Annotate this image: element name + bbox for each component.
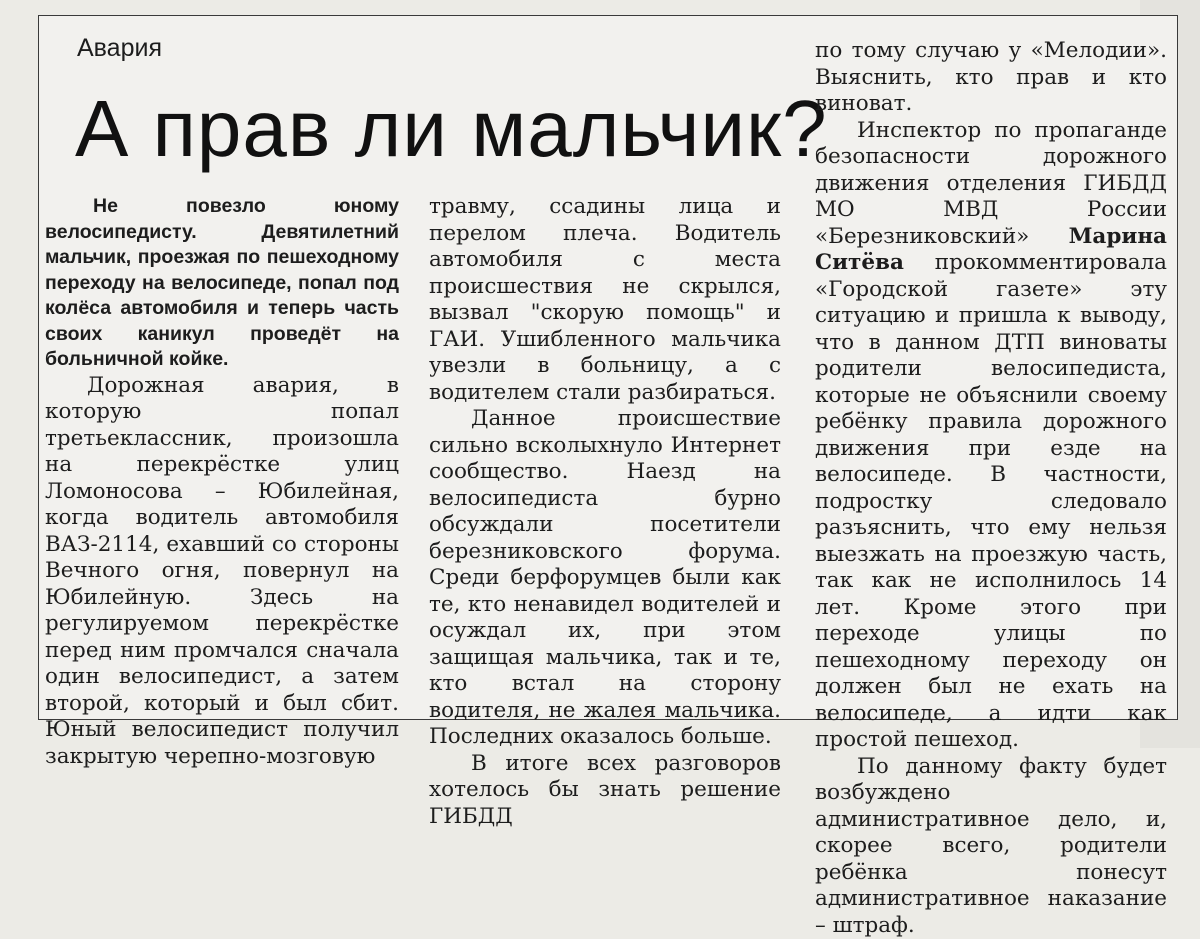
text-column-2	[429, 194, 781, 830]
article-headline: А прав ли мальчик?	[75, 84, 828, 174]
body-paragraph: Данное происшествие сильно всколыхнуло Интернет сообщество. Наезд на велосипедиста бурно обсуждали посетители березниковского форума. Среди берфорумцев были как те, кто ненавидел водителей и осуждал их, при этом защищая мальчика, так и те, кто встал на сторону водителя, не жалея мальчика. Последних оказалось больше.	[429, 406, 781, 751]
body-paragraph	[815, 118, 1167, 754]
quote-intro: Инспектор по пропаганде безопасности дорожного движения отделения ГИБДД МО МВД России «Березниковский»	[815, 118, 1167, 249]
body-paragraph: травму, ссадины лица и перелом плеча. Водитель автомобиля с места происшествия не скрылся, вызвал "скорую помощь" и ГАИ. Ушибленного мальчика увезли в больницу, а с водителем стали разбираться.	[429, 194, 781, 406]
text-column-3	[815, 38, 1167, 939]
body-paragraph: В итоге всех разговоров хотелось бы знать решение ГИБДД	[429, 751, 781, 831]
lead-paragraph: Не повезло юному велосипедисту. Девятилетний мальчик, проезжая по пешеходному переходу на велосипеде, попал под колёса автомобиля и теперь часть своих каникул проведёт на больничной койке.	[45, 194, 399, 373]
person-name: Марина Ситёва	[815, 224, 1167, 276]
article-frame	[38, 15, 1178, 720]
quote-body: прокомментировала «Городской газете» эту ситуацию и пришла к выводу, что в данном ДТП виноваты родители велосипедиста, которые не объяснили своему ребёнку правила дорожного движения при езде на велосипеде. В частности, подростку следовало разъяснить, что ему нельзя выезжать на проезжую часть, так как не исполнилось 14 лет. Кроме этого при переходе улицы по пешеходному переходу он должен был не ехать на велосипеде, а идти как простой пешеход.	[815, 250, 1167, 752]
body-paragraph: По данному факту будет возбуждено административное дело, и, скорее всего, родители ребёнка понесут административное наказание – штраф.	[815, 754, 1167, 939]
body-paragraph: Дорожная авария, в которую попал третьеклассник, произошла на перекрёстке улиц Ломоносова – Юбилейная, когда водитель автомобиля ВАЗ-2114, ехавший со стороны Вечного огня, повернул на Юбилейную. Здесь на регулируемом перекрёстке перед ним промчался сначала один велосипедист, а затем второй, который и был сбит. Юный велосипедист получил закрытую черепно-мозговую	[45, 373, 399, 771]
body-paragraph: по тому случаю у «Мелодии». Выяснить, кто прав и кто виноват.	[815, 38, 1167, 118]
text-column-1	[45, 194, 399, 770]
rubric-label: Авария	[77, 34, 162, 63]
